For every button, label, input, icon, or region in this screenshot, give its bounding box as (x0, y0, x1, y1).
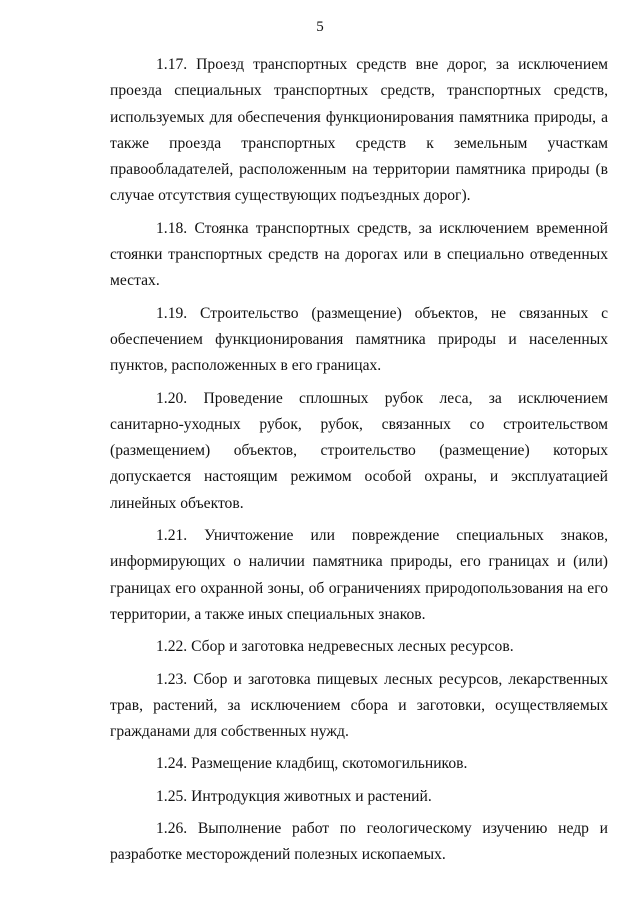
paragraph-1-26: 1.26. Выполнение работ по геологическому изучению недр и разработке месторождений полезных ископаемых. (110, 820, 608, 864)
paragraph-1-24: 1.24. Размещение кладбищ, скотомогильников. (156, 755, 468, 773)
paragraph-1-21: 1.21. Уничтожение или повреждение специальных знаков, информирующих о наличии памятника природы, его границах и (или) границах его охранной зоны, об ограничениях природопользования на его территории, а также иных специальных знаков. (110, 527, 608, 623)
paragraph-1-23: 1.23. Сбор и заготовка пищевых лесных ресурсов, лекарственных трав, растений, за исключением сбора и заготовки, осуществляемых гражданами для собственных нужд. (110, 670, 608, 741)
paragraph-1-25: 1.25. Интродукция животных и растений. (156, 787, 432, 805)
page-number: 5 (316, 19, 324, 35)
paragraph-1-20: 1.20. Проведение сплошных рубок леса, за исключением санитарно-уходных рубок, рубок, связанных со строительством (размещением) объектов, строительство (размещение) которых допускается настоящим режимом особой охраны, и эксплуатацией линейных объектов. (110, 389, 608, 512)
paragraph-1-22: 1.22. Сбор и заготовка недревесных лесных ресурсов. (156, 638, 514, 656)
document-body (110, 52, 608, 875)
paragraph-1-18: 1.18. Стоянка транспортных средств, за исключением временной стоянки транспортных средств на дорогах или в специально отведенных местах. (110, 219, 608, 290)
paragraph-1-19: 1.19. Строительство (размещение) объектов, не связанных с обеспечением функционирования памятника природы и населенных пунктов, расположенных в его границах. (110, 304, 608, 375)
paragraph-1-17: 1.17. Проезд транспортных средств вне дорог, за исключением проезда специальных транспортных средств, транспортных средств, используемых для обеспечения функционирования памятника природы, а также проезда транспортных средств к земельным участкам правообладателей, расположенным на территории памятника природы (в случае отсутствия существующих подъездных дорог). (110, 56, 608, 205)
